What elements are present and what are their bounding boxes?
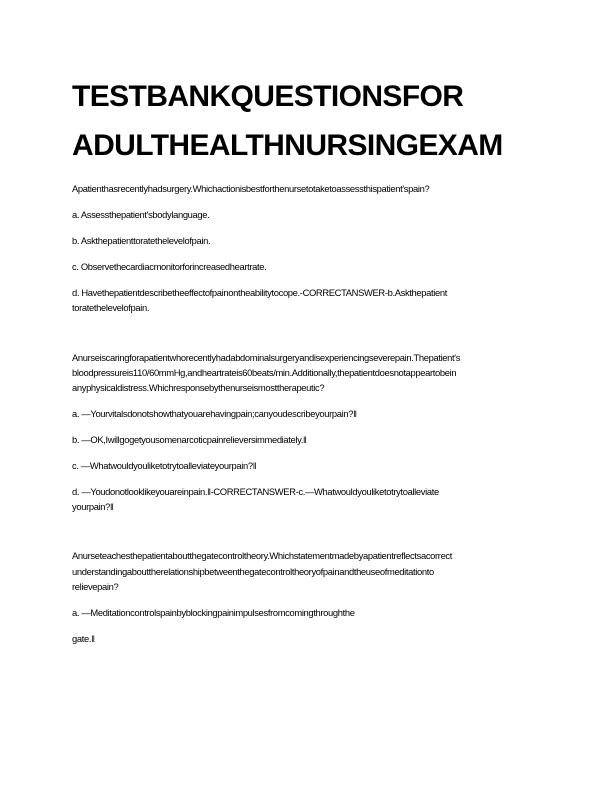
question-2-option-b: b. ―OK,Iwillgogetyousomenarcoticpainrelieversimmediately.‖ <box>72 434 307 445</box>
question-1-option-c: c. Observethecardiacmonitorforincreasedheartrate. <box>72 261 267 272</box>
question-1-option-d-line-2: toratethelevelofpain. <box>72 302 150 313</box>
question-3-option-a-line-2: gate.‖ <box>72 633 95 644</box>
question-2-stem-line-3: anyphysicaldistress.Whichresponsebythenurseismosttherapeutic? <box>72 382 325 393</box>
question-1-option-a: a. Assessthepatient'sbodylanguage. <box>72 209 210 220</box>
question-2-stem-line-1: Anurseiscaringforapatientwhorecentlyhadabdominalsurgeryandisexperiencingseverepain.Thepatient's <box>72 352 461 363</box>
question-1-option-b: b. Askthepatienttoratethelevelofpain. <box>72 235 211 246</box>
question-2-stem-line-2: bloodpressureis110/60mmHg,andheartrateis60beats/min.Additionally,thepatientdoesnotappeartobein <box>72 367 457 378</box>
question-2-option-c: c. ―Whatwouldyouliketotrytoalleviateyourpain?‖ <box>72 460 257 471</box>
question-3-stem-line-2: understandingabouttherelationshipbetweenthegatecontroltheoryofpainandtheuseofmeditationto <box>72 566 434 577</box>
document-title-line-2: ADULTHEALTHNURSINGEXAM <box>72 129 503 162</box>
question-1-option-d-line-1: d. Havethepatientdescribetheeffectofpainontheabilitytocope.-CORRECTANSWER-b.Askthepatient <box>72 287 447 298</box>
question-2-option-d-line-2: yourpain?‖ <box>72 501 114 512</box>
question-3-option-a-line-1: a. ―Meditationcontrolspainbyblockingpainimpulsesfromcomingthroughthe <box>72 607 355 618</box>
document-title-line-1: TESTBANKQUESTIONSFOR <box>72 80 464 113</box>
question-2-option-a: a. ―Yourvitalsdonotshowthatyouarehavingpain;canyoudescribeyourpain?‖ <box>72 408 357 419</box>
question-1-stem-line-1: Apatienthasrecentlyhadsurgery.Whichactionisbestforthenursetotaketoassessthispatient'spain? <box>72 183 430 194</box>
question-2-option-d-line-1: d. ―Youdonotlooklikeyouareinpain.‖-CORRECTANSWER-c.―Whatwouldyouliketotrytoalleviate <box>72 486 439 497</box>
question-3-stem-line-3: relievepain? <box>72 581 119 592</box>
question-3-stem-line-1: Anurseteachesthepatientaboutthegatecontroltheory.Whichstatementmadebyapatientreflectsacorrect <box>72 550 453 561</box>
